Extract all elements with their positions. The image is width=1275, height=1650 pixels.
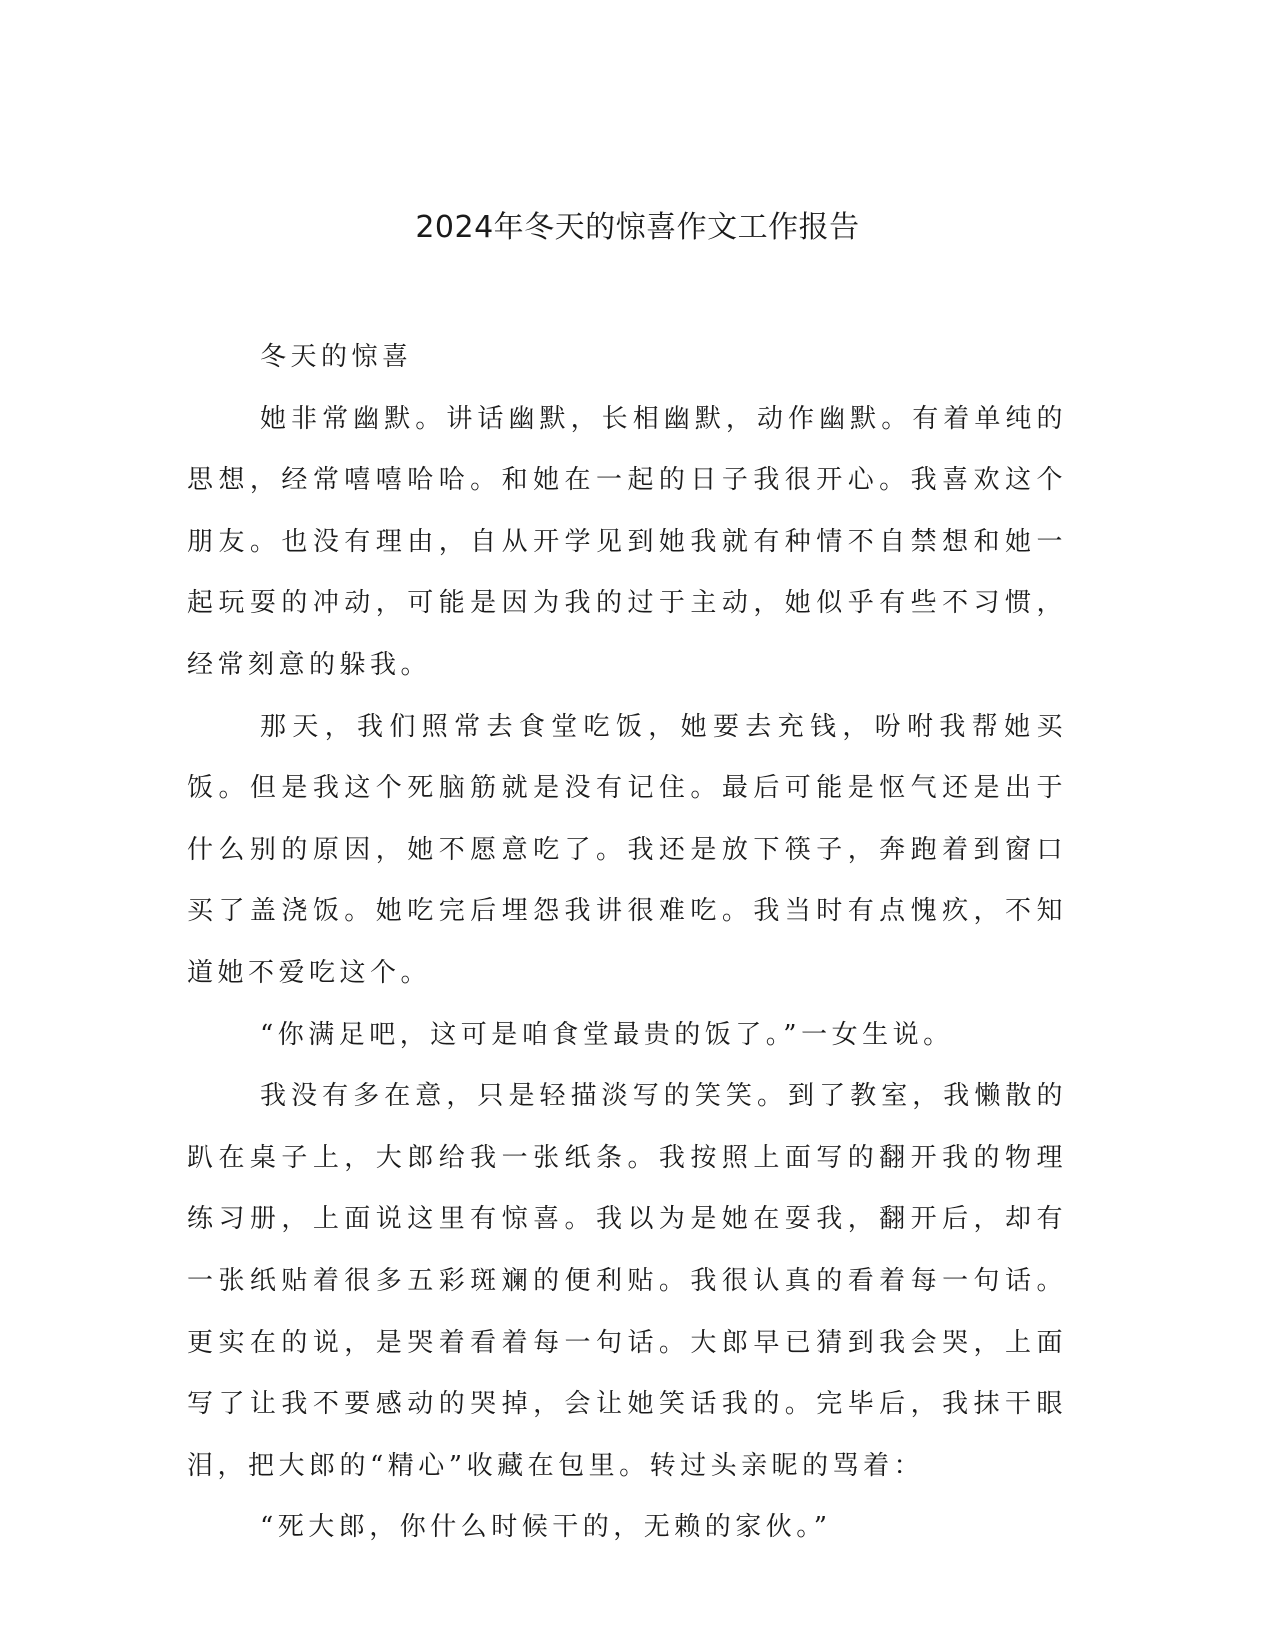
document-title: 2024年冬天的惊喜作文工作报告 bbox=[415, 210, 860, 245]
paragraph-5: “死大郎，你什么时候干的，无赖的家伙。” bbox=[260, 1512, 832, 1543]
essay-heading: 冬天的惊喜 bbox=[260, 342, 413, 372]
document-body bbox=[187, 327, 1067, 1559]
paragraph-4: 我没有多在意，只是轻描淡写的笑笑。到了教室，我懒散的趴在桌子上，大郎给我一张纸条。我按照上面写的翻开我的物理练习册，上面说这里有惊喜。我以为是她在耍我，翻开后，却有一张纸贴着很多五彩斑斓的便利贴。我很认真的看着每一句话。更实在的说，是哭着看着每一句话。大郎早已猜到我会哭，上面写了让我不要感动的哭掉，会让她笑话我的。完毕后，我抹干眼泪，把大郎的“精心”收藏在包里。转过头亲昵的骂着： bbox=[187, 1081, 1067, 1481]
paragraph-1: 她非常幽默。讲话幽默，长相幽默，动作幽默。有着单纯的思想，经常嘻嘻哈哈。和她在一起的日子我很开心。我喜欢这个朋友。也没有理由，自从开学见到她我就有种情不自禁想和她一起玩耍的冲动，可能是因为我的过于主动，她似乎有些不习惯，经常刻意的躲我。 bbox=[187, 403, 1067, 680]
paragraph-3: “你满足吧，这可是咱食堂最贵的饭了。”一女生说。 bbox=[260, 1019, 954, 1050]
paragraph-2: 那天，我们照常去食堂吃饭，她要去充钱，吩咐我帮她买饭。但是我这个死脑筋就是没有记住。最后可能是怄气还是出于什么别的原因，她不愿意吃了。我还是放下筷子，奔跑着到窗口买了盖浇饭。她吃完后埋怨我讲很难吃。我当时有点愧疚，不知道她不爱吃这个。 bbox=[187, 711, 1067, 988]
